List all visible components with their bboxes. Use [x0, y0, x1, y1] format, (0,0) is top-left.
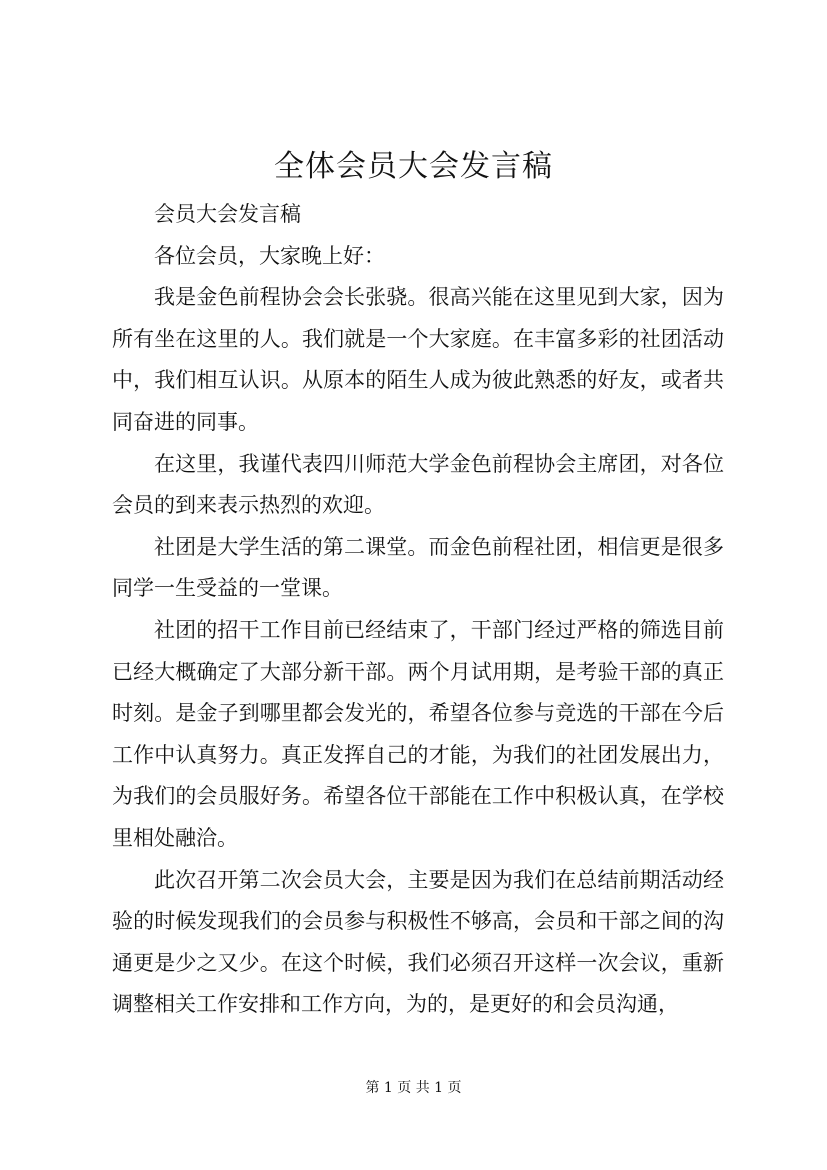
paragraph-welcome: 在这里，我谨代表四川师范大学金色前程协会主席团，对各位会员的到来表示热烈的欢迎。: [112, 451, 724, 518]
document-title: 全体会员大会发言稿: [274, 149, 553, 184]
document-body: [112, 194, 724, 1026]
paragraph-subtitle: 会员大会发言稿: [154, 202, 301, 226]
paragraph-greeting: 各位会员，大家晚上好：: [154, 243, 385, 268]
paragraph-recruitment: 社团的招干工作目前已经结束了，干部门经过严格的筛选目前已经大概确定了大部分新干部。两个月试用期，是考验干部的真正时刻。是金子到哪里都会发光的，希望各位参与竞选的干部在今后工作中认真努力。真正发挥自己的才能，为我们的社团发展出力，为我们的会员服好务。希望各位干部能在工作中积极认真，在学校里相处融洽。: [112, 617, 724, 850]
page-footer: 第 1 页 共 1 页: [365, 1080, 462, 1096]
paragraph-meeting-purpose: 此次召开第二次会员大会，主要是因为我们在总结前期活动经验的时候发现我们的会员参与积极性不够高，会员和干部之间的沟通更是少之又少。在这个时候，我们必须召开这样一次会议，重新调整相关工作安排和工作方向，为的，是更好的和会员沟通，: [112, 867, 724, 1017]
paragraph-introduction: 我是金色前程协会会长张骁。很高兴能在这里见到大家，因为所有坐在这里的人。我们就是一个大家庭。在丰富多彩的社团活动中，我们相互认识。从原本的陌生人成为彼此熟悉的好友，或者共同奋进的同事。: [112, 285, 724, 434]
paragraph-club-classroom: 社团是大学生活的第二课堂。而金色前程社团，相信更是很多同学一生受益的一堂课。: [112, 534, 724, 601]
